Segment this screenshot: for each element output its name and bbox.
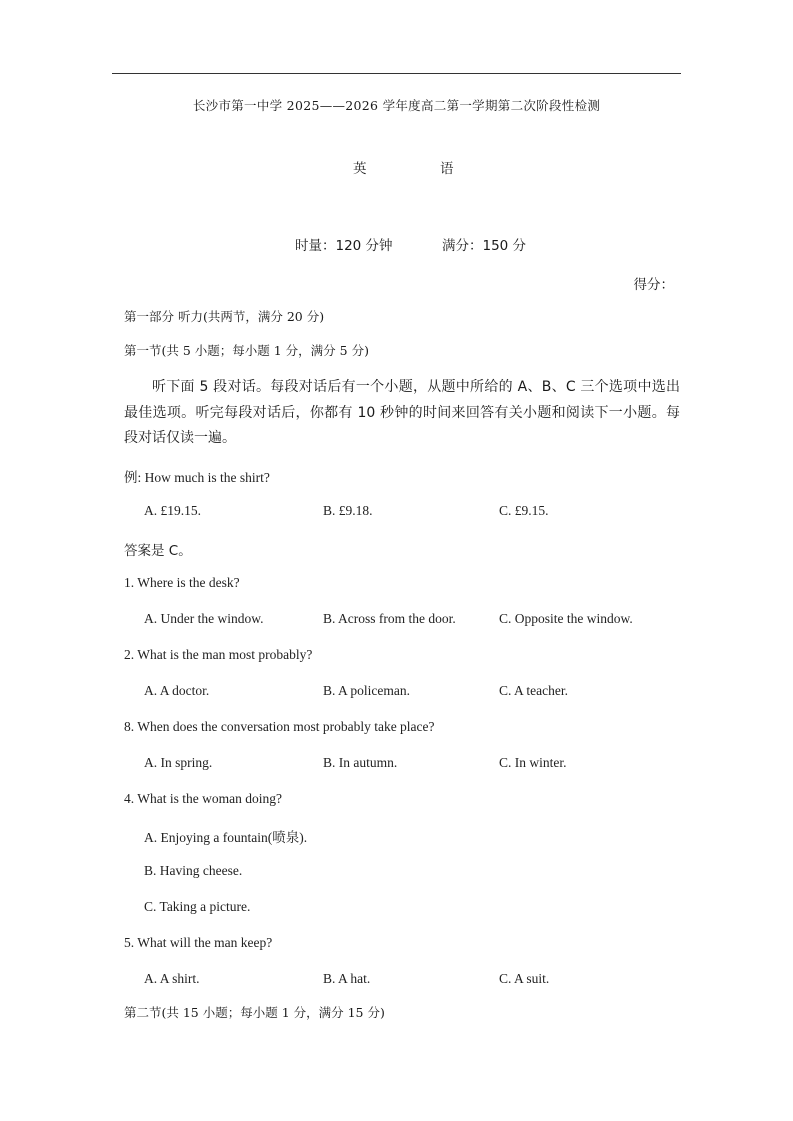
time-limit: 时量：120 分钟 — [295, 238, 393, 254]
question-3-option-c: C. In winter. — [499, 755, 567, 770]
question-3-option-b: B. In autumn. — [323, 755, 398, 770]
example-answer: 答案是 C。 — [124, 543, 192, 559]
question-4-option-c: C. Taking a picture. — [144, 899, 251, 914]
question-2: 2. What is the man most probably? — [124, 647, 313, 662]
question-2-option-b: B. A policeman. — [323, 683, 410, 698]
question-1: 1. Where is the desk? — [124, 575, 240, 590]
question-4: 4. What is the woman doing? — [124, 791, 282, 806]
subject-char-1: 英 — [353, 161, 367, 177]
full-score: 满分：150 分 — [442, 238, 527, 254]
part1-heading: 第一部分 听力(共两节，满分 20 分) — [124, 309, 325, 324]
question-4-option-a: A. Enjoying a fountain(喷泉). — [144, 830, 308, 845]
example-option-a: A. £19.15. — [144, 503, 201, 518]
header-rule — [112, 73, 681, 74]
question-2-option-a: A. A doctor. — [144, 683, 210, 698]
question-5-option-a: A. A shirt. — [144, 971, 200, 986]
exam-title: 长沙市第一中学 2025——2026 学年度高二第一学期第二次阶段性检测 — [192, 98, 601, 113]
example-option-b: B. £9.18. — [323, 503, 373, 518]
listening-instructions: 听下面 5 段对话。每段对话后有一个小题，从题中所给的 A、B、C 三个选项中选出最佳选项。听完每段对话后，你都有 10 秒钟的时间来回答有关小题和阅读下一小题。每段对话仅读一遍。 — [124, 379, 680, 446]
question-1-option-a: A. Under the window. — [144, 611, 264, 626]
question-2-option-c: C. A teacher. — [499, 683, 568, 698]
example-question: 例: How much is the shirt? — [124, 470, 270, 485]
subject-char-2: 语 — [440, 161, 454, 177]
question-5: 5. What will the man keep? — [124, 935, 273, 950]
question-1-option-b: B. Across from the door. — [323, 611, 456, 626]
question-5-option-b: B. A hat. — [323, 971, 371, 986]
section1-heading: 第一节(共 5 小题；每小题 1 分，满分 5 分) — [124, 343, 369, 358]
question-4-option-b: B. Having cheese. — [144, 863, 243, 878]
question-3: 8. When does the conversation most probably take place? — [124, 719, 435, 734]
question-1-option-c: C. Opposite the window. — [499, 611, 633, 626]
question-3-option-a: A. In spring. — [144, 755, 213, 770]
section2-heading: 第二节(共 15 小题；每小题 1 分，满分 15 分) — [124, 1005, 385, 1020]
question-5-option-c: C. A suit. — [499, 971, 550, 986]
score-field: 得分： — [633, 277, 674, 293]
example-option-c: C. £9.15. — [499, 503, 549, 518]
